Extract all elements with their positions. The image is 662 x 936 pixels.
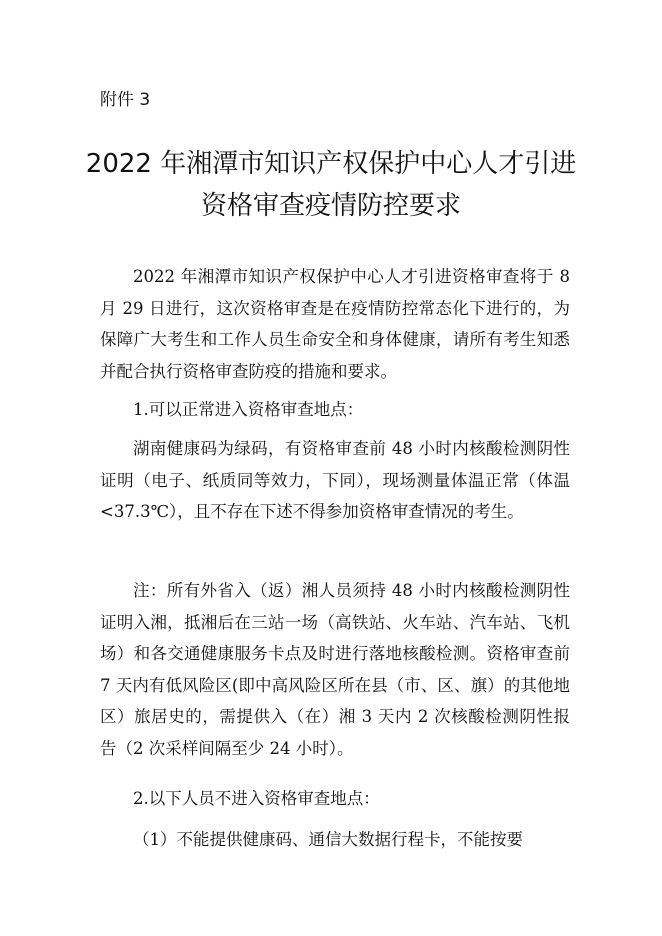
document-title-line-2: 资格审查疫情防控要求 <box>200 191 461 221</box>
note-paragraph-block <box>100 575 570 764</box>
section-2-heading-block <box>100 783 570 815</box>
section-2-item-1-block <box>100 824 570 856</box>
section-2-item-1: （1）不能提供健康码、通信大数据行程卡，不能按要 <box>133 830 523 849</box>
section-1-body: 湖南健康码为绿码，有资格审查前 48 小时内核酸检测阴性证明（电子、纸质同等效力，下同），现场测量体温正常（体温<37.3℃），且不存在下述不得参加资格审查情况的考生。 <box>100 439 570 521</box>
attachment-label: 附件 3 <box>100 90 151 110</box>
intro-paragraph-block <box>100 261 570 387</box>
section-2-heading: 2.以下人员不进入资格审查地点： <box>133 789 380 808</box>
document-title-line-1: 2022 年湘潭市知识产权保护中心人才引进 <box>85 149 577 179</box>
intro-paragraph: 2022 年湘潭市知识产权保护中心人才引进资格审查将于 8 月 29 日进行，这次资格审查是在疫情防控常态化下进行的，为保障广大考生和工作人员生命安全和身体健康，请所有考生知悉并配合执行资格审查防疫的措施和要求。 <box>100 267 570 381</box>
section-1-heading: 1.可以正常进入资格审查地点： <box>133 400 364 419</box>
section-1-body-block <box>100 433 570 528</box>
section-1-heading-block <box>100 394 570 426</box>
note-paragraph: 注：所有外省入（返）湘人员须持 48 小时内核酸检测阴性证明入湘，抵湘后在三站一场（高铁站、火车站、汽车站、飞机场）和各交通健康服务卡点及时进行落地核酸检测。资格审查前 7 天内有低风险区(即中高风险区所在县（市、区、旗）的其他地区）旅居史的，需提供入（在）湘 3 天内 2 次核酸检测阴性报告（2 次采样间隔至少 24 小时）。 <box>100 581 570 758</box>
